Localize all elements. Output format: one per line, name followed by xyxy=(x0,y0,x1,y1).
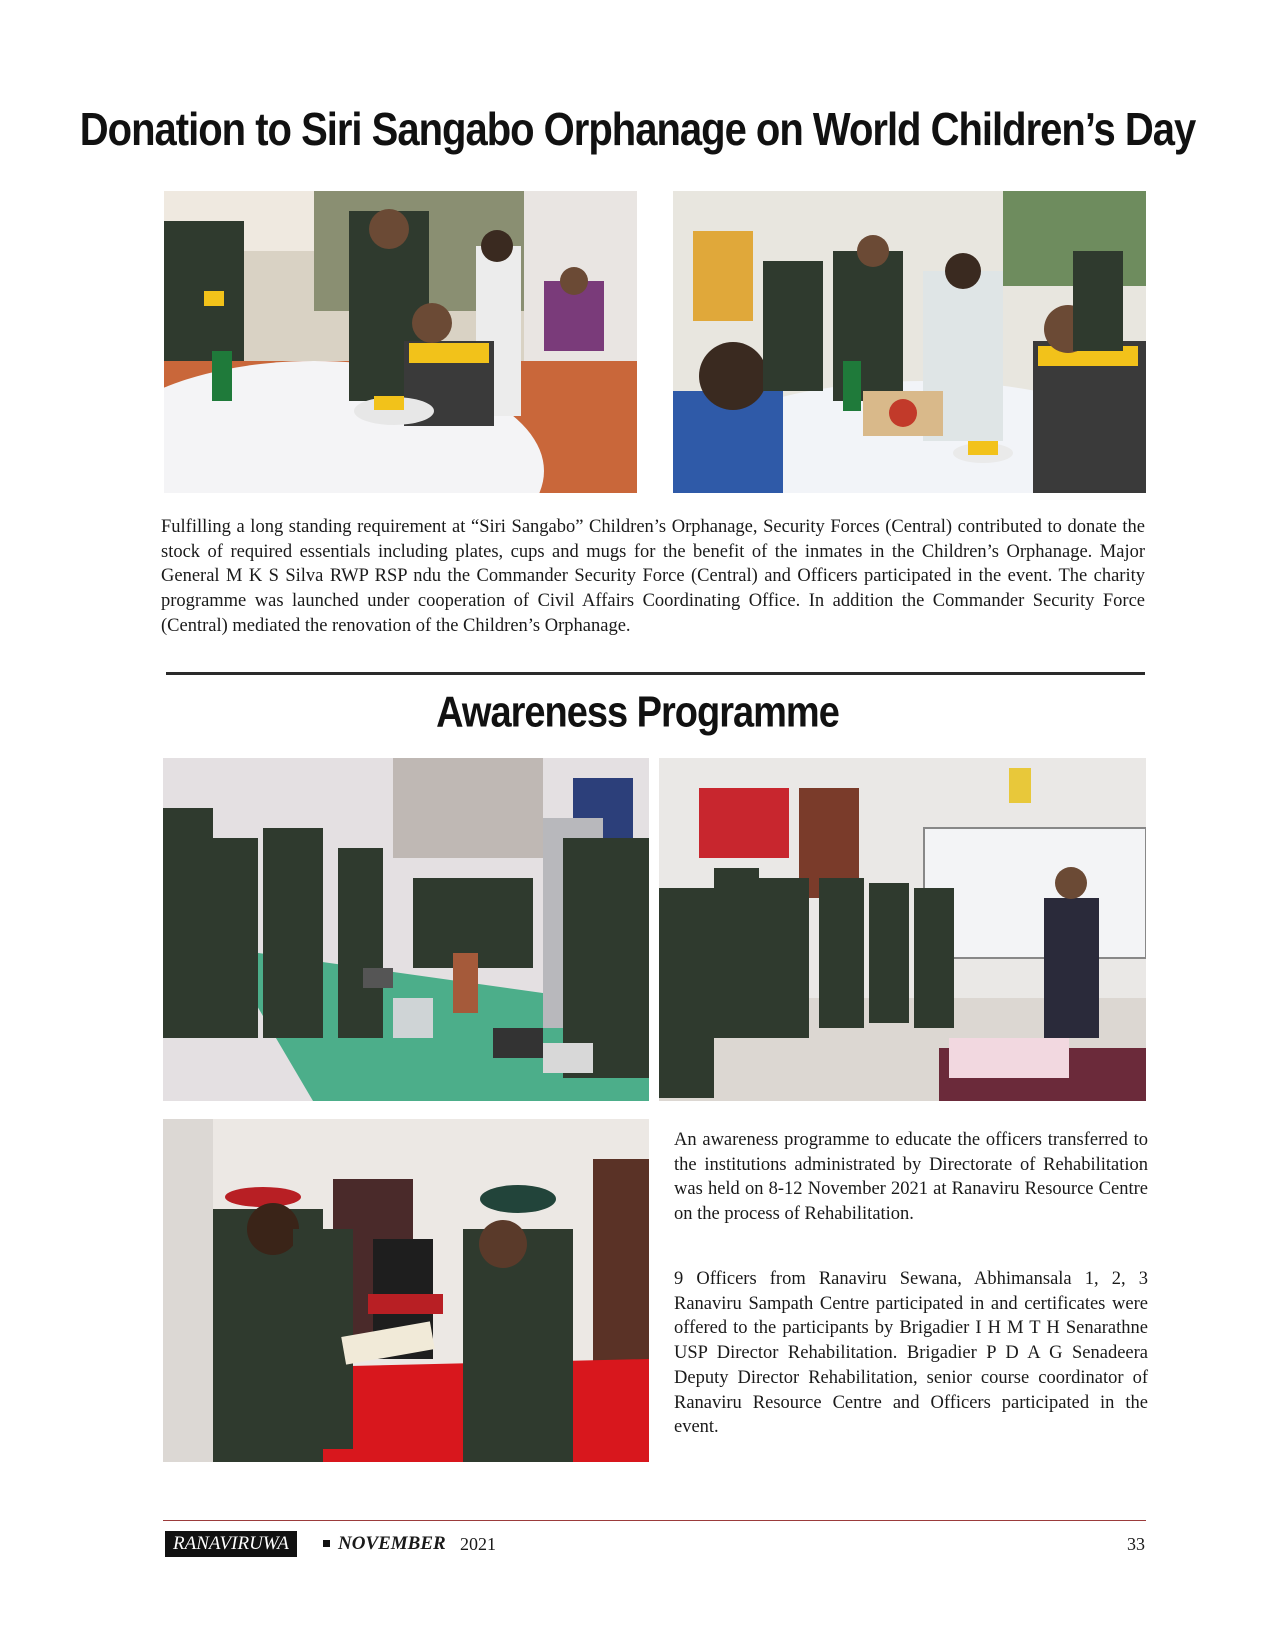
article-title-donation: Donation to Siri Sangabo Orphanage on World Children’s Day xyxy=(79,104,1196,156)
footer-separator xyxy=(323,1540,330,1547)
footer-month: NOVEMBER xyxy=(338,1533,446,1554)
awareness-photo-classroom xyxy=(659,758,1146,1101)
donation-photo-2 xyxy=(673,191,1146,493)
donation-photo-1 xyxy=(164,191,637,493)
awareness-paragraph-2: 9 Officers from Ranaviru Sewana, Abhimansala 1, 2, 3 Ranaviru Sampath Centre participated in and certificates were offered to the participants by Brigadier I H M T H Senarathne USP Director Rehabilitation. Brigadier P D A G Senadeera Deputy Director Rehabilitation, senior course coordinator of Ranaviru Resource Centre and Officers participated in the event. xyxy=(674,1269,1148,1438)
awareness-paragraph-1: An awareness programme to educate the officers transferred to the institutions administrated by Directorate of Rehabilitation was held on 8-12 November 2021 at Ranaviru Resource Centre on the process of Rehabilitation. xyxy=(674,1130,1148,1225)
footer-year: 2021 xyxy=(460,1534,496,1554)
footer-rule xyxy=(163,1520,1146,1521)
awareness-photo-workshop xyxy=(163,758,649,1101)
footer-magazine-name: RANAVIRUWA xyxy=(165,1531,297,1557)
section-divider xyxy=(166,672,1145,675)
awareness-photo-certificate xyxy=(163,1119,649,1462)
article-title-awareness: Awareness Programme xyxy=(436,688,839,738)
donation-body-text: Fulfilling a long standing requirement at “Siri Sangabo” Children’s Orphanage, Security Forces (Central) contributed to donate the stock of required essentials including plates, cups and mugs for the benefit of the inmates in the Children’s Orphanage. Major General M K S Silva RWP RSP ndu the Commander Security Force (Central) and Officers participated in the event. The charity programme was launched under cooperation of Civil Affairs Coordinating Office. In addition the Commander Security Force (Central) mediated the renovation of the Children’s Orphanage. xyxy=(161,517,1145,636)
page-number: 33 xyxy=(1127,1534,1145,1554)
